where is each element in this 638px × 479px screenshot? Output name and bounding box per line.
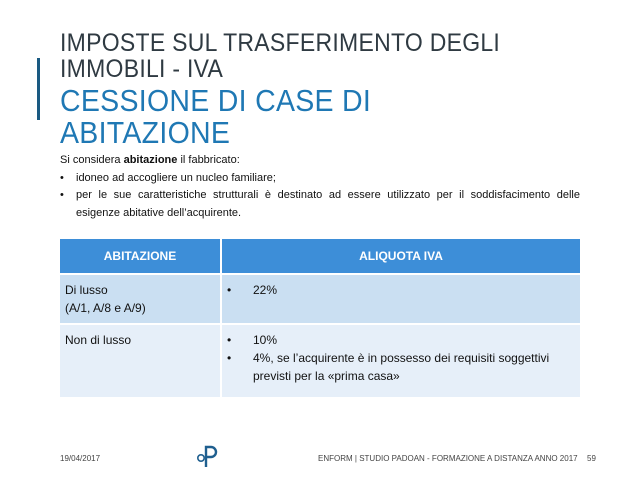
slide-title [60, 30, 575, 82]
rate-text: 22% [253, 283, 278, 297]
header-abitazione: ABITAZIONE [60, 239, 221, 274]
intro-bullet-text: idoneo ad accogliere un nucleo familiare; [76, 171, 276, 184]
intro-bullet [60, 170, 580, 188]
subtitle-line-a: CESSIONE DI CASE DI [60, 83, 372, 118]
bullet-marker: • [227, 283, 232, 297]
vat-rate-table [60, 239, 580, 397]
cell-type-line1: Di lusso [65, 283, 108, 297]
footer-date: 19/04/2017 [60, 454, 101, 463]
bullet-marker: • [60, 171, 64, 184]
title-accent-bar [37, 58, 40, 120]
slide-subtitle [60, 85, 575, 149]
intro-text [60, 152, 580, 222]
intro-suffix: il fabbricato: [177, 154, 240, 166]
intro-bold: abitazione [123, 154, 178, 166]
rate-item [227, 349, 575, 385]
cell-rate [221, 274, 580, 324]
page-number: 59 [587, 454, 596, 463]
intro-bullet-text: per le sue caratteristiche strutturali è destinato ad essere utilizzato per il soddisfacimento delle esigenze abitative dell’acquirente. [76, 189, 580, 219]
footer-text: ENFORM | STUDIO PADOAN - FORMAZIONE A DISTANZA ANNO 2017 [318, 454, 578, 463]
rate-item [227, 331, 575, 349]
studio-logo-icon [195, 443, 221, 469]
intro-bullet [60, 187, 580, 222]
rate-list [227, 281, 575, 299]
cell-type-line2: (A/1, A/8 e A/9) [65, 301, 146, 315]
cell-rate [221, 324, 580, 397]
bullet-marker: • [60, 189, 64, 201]
table-header-row [60, 239, 580, 274]
rate-text: 10% [253, 333, 278, 347]
bullet-marker: • [227, 333, 232, 347]
title-line-1a: IMPOSTE SUL TRASFERIMENTO DEGLI [60, 29, 501, 57]
rate-text: 4%, se l’acquirente è in possesso dei requisiti soggettivi previsti per la «prima casa» [253, 351, 550, 383]
rate-list [227, 331, 575, 385]
cell-type-line1: Non di lusso [65, 333, 132, 347]
title-line-1b: IMMOBILI - IVA [60, 55, 224, 83]
intro-prefix: Si considera [60, 154, 124, 166]
table-row [60, 274, 580, 324]
rate-item [227, 281, 575, 299]
intro-sentence [60, 152, 580, 170]
header-aliquota-iva: ALIQUOTA IVA [221, 239, 580, 274]
subtitle-line-b: ABITAZIONE [60, 115, 231, 150]
table-row [60, 324, 580, 397]
bullet-marker: • [227, 351, 232, 365]
cell-type [60, 274, 221, 324]
cell-type [60, 324, 221, 397]
